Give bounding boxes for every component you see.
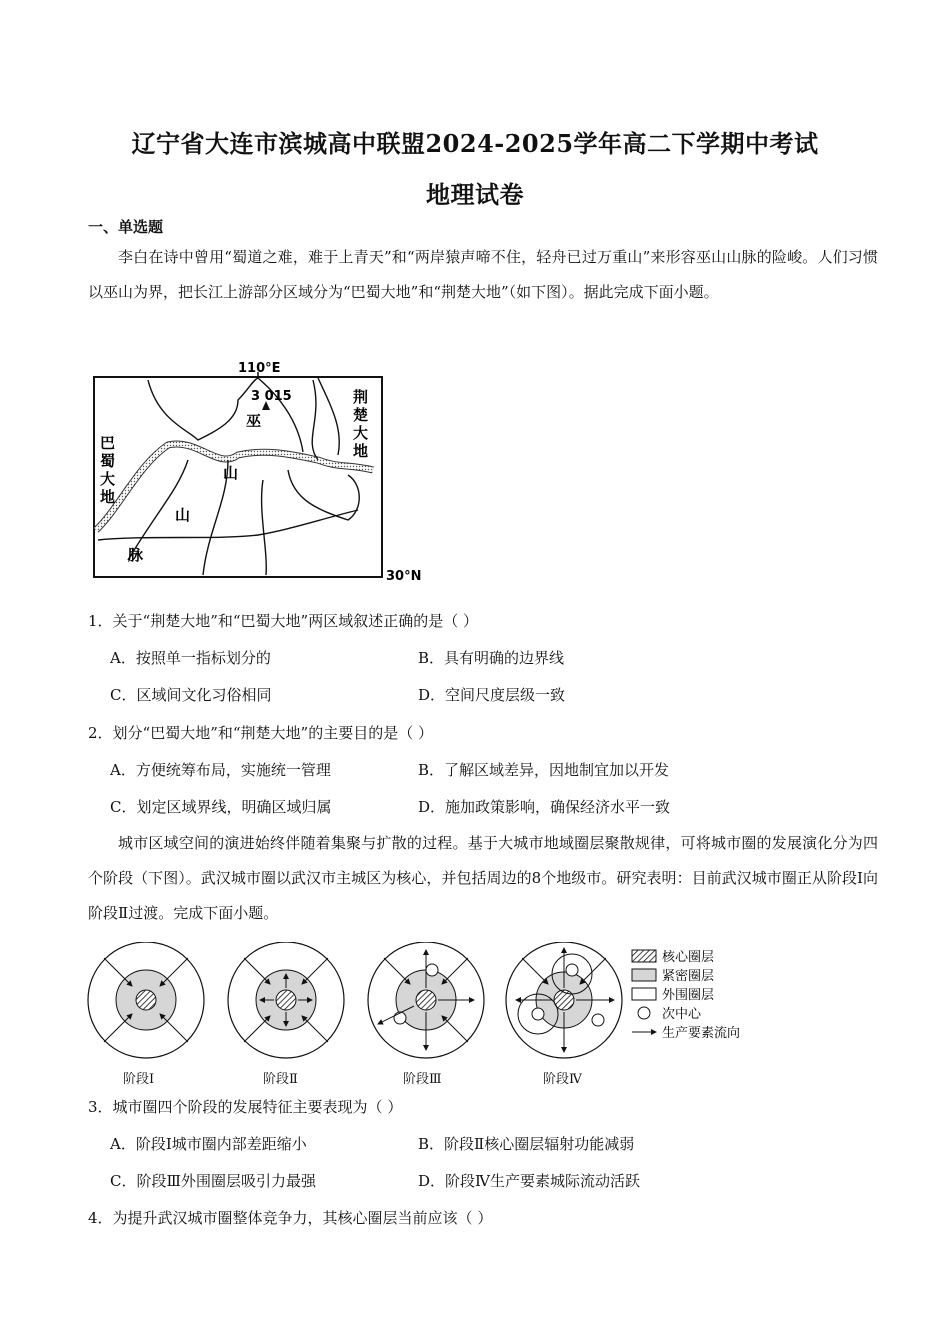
city-circle-stages-diagram: [80, 942, 780, 1067]
q3-option-c[interactable]: C．阶段Ⅲ外围圈层吸引力最强: [110, 1172, 316, 1190]
legend-periphery: 外围圈层: [662, 988, 715, 1003]
stage-1-diagram: [88, 942, 204, 1058]
wushan-map: [88, 360, 428, 585]
question-3-stem: 3．城市圈四个阶段的发展特征主要表现为（ ）: [88, 1098, 403, 1116]
mountain-char: 巫: [246, 412, 262, 430]
q1-option-d[interactable]: D．空间尺度层级一致: [418, 686, 566, 704]
q1-option-c[interactable]: C．区域间文化习俗相同: [110, 686, 272, 704]
diagram-legend: [632, 949, 740, 1041]
section-heading: 一、单选题: [88, 218, 164, 236]
stage-2-label: 阶段Ⅱ: [263, 1072, 298, 1087]
q1-option-b[interactable]: B．具有明确的边界线: [418, 649, 565, 667]
legend-flow: 生产要素流向: [662, 1026, 741, 1041]
longitude-label: 110°E: [238, 361, 281, 376]
q3-option-a[interactable]: A．阶段Ⅰ城市圈内部差距缩小: [110, 1135, 307, 1153]
left-region-char: 地: [100, 488, 116, 506]
q2-option-d[interactable]: D．施加政策影响，确保经济水平一致: [418, 798, 671, 816]
stage-4-label: 阶段Ⅳ: [543, 1072, 582, 1087]
q2-option-a[interactable]: A．方便统筹布局，实施统一管理: [110, 761, 331, 779]
peak-elevation: 3 015: [251, 389, 292, 404]
left-region-char: 蜀: [100, 452, 116, 470]
right-region-char: 大: [353, 424, 369, 442]
legend-close: 紧密圈层: [662, 969, 715, 984]
exam-title: 辽宁省大连市滨城高中联盟2024-2025学年高二下学期中考试: [131, 129, 819, 158]
passage-1: 李白在诗中曾用“蜀道之难，难于上青天”和“两岸猿声啼不住，轻舟已过万重山”来形容巫山山脉的险峻。人们习惯以巫山为界，把长江上游部分区域分为“巴蜀大地”和“荆楚大地”（如下图）。据此完成下面小题。: [88, 248, 878, 301]
exam-subject: 地理试卷: [426, 180, 524, 209]
question-2-stem: 2．划分“巴蜀大地”和“荆楚大地”的主要目的是（ ）: [88, 724, 433, 742]
q1-option-a[interactable]: A．按照单一指标划分的: [110, 649, 271, 667]
legend-core: 核心圈层: [662, 950, 715, 965]
stage-4-diagram: [506, 942, 622, 1058]
q3-option-d[interactable]: D．阶段Ⅳ生产要素城际流动活跃: [418, 1172, 641, 1190]
latitude-label: 30°N: [386, 569, 422, 584]
left-region-char: 大: [100, 470, 116, 488]
question-4-stem: 4．为提升武汉城市圈整体竞争力，其核心圈层当前应该（ ）: [88, 1209, 493, 1227]
mountain-char: 脉: [128, 546, 144, 564]
mountain-char: 山: [223, 464, 239, 482]
mountain-char: 山: [175, 506, 191, 524]
stage-2-diagram: [228, 942, 344, 1058]
stage-3-label: 阶段Ⅲ: [403, 1072, 442, 1087]
right-region-char: 地: [353, 442, 369, 460]
q3-option-b[interactable]: B．阶段Ⅱ核心圈层辐射功能减弱: [418, 1135, 635, 1153]
right-region-char: 楚: [353, 406, 369, 424]
left-region-char: 巴: [100, 434, 116, 452]
passage-2: 城市区域空间的演进始终伴随着集聚与扩散的过程。基于大城市地域圈层聚散规律，可将城市圈的发展演化分为四个阶段（下图）。武汉城市圈以武汉市主城区为核心，并包括周边的8个地级市。研究表明：目前武汉城市圈正从阶段Ⅰ向阶段Ⅱ过渡。完成下面小题。: [88, 834, 878, 922]
question-1-stem: 1．关于“荆楚大地”和“巴蜀大地”两区域叙述正确的是（ ）: [88, 612, 478, 630]
q2-option-b[interactable]: B．了解区域差异，因地制宜加以开发: [418, 761, 670, 779]
q2-option-c[interactable]: C．划定区域界线，明确区域归属: [110, 798, 332, 816]
right-region-char: 荆: [353, 388, 369, 406]
stage-1-label: 阶段Ⅰ: [123, 1072, 155, 1087]
stage-3-diagram: [368, 942, 484, 1058]
legend-subcenter: 次中心: [662, 1007, 702, 1022]
